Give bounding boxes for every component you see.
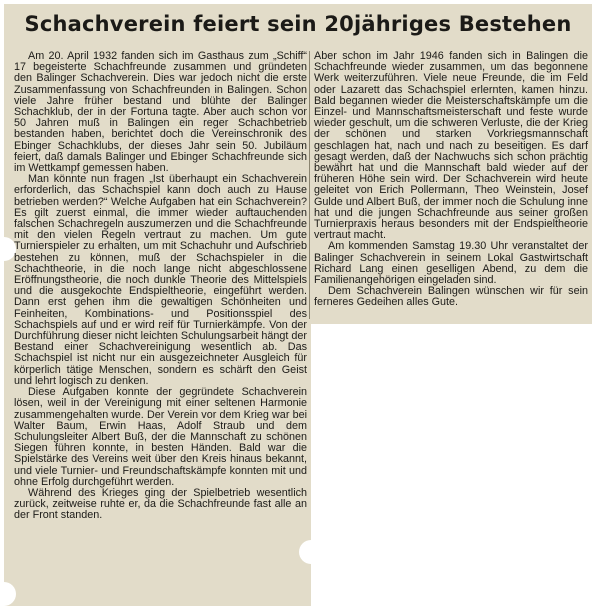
newspaper-clipping [4,4,592,606]
paragraph: Man könnte nun fragen „Ist überhaupt ein Schachverein erforderlich, das Schachspiel kann doch auch zu Hause betrieben werden?“ Welche Aufgaben hat ein Schachverein? Es gilt zuerst einmal, die immer wieder auftauchenden falschen Schachregeln auszumerzen und die Schachfreunde mit den vielen Regeln vertraut zu machen. Um gute Turnierspieler zu erhalten, um mit Schachuhr und Aufschrieb bestehen zu können, muß der Schachspieler in die Schachtheorie, in die noch lange nicht abgeschlossene Eröffnungstheorie, die noch dunkle Theorie des Mittelspiels und die ausgekochte Endspieltheorie, eingeführt werden. Dann erst gehen ihm die gewaltigen Schönheiten und Feinheiten, Kombinations- und Positionsspiel des Schachspiels auf und er wird reif für Turnierkämpfe. Von der Durchführung dieser nicht leichten Schulungsarbeit hängt der Bestand einer Schachvereinigung wesentlich ab. Das Schachspiel ist nicht nur ein ausgezeichneter Ausgleich für körperlich tätige Menschen, sondern es schärft den Geist und lehrt logisch zu denken. [14,173,307,387]
article-headline: Schachverein feiert sein 20jähriges Bestehen [24,12,572,36]
paragraph: Aber schon im Jahr 1946 fanden sich in Balingen die Schachfreunde wieder zusammen, um das begonnene Werk weiterzuführen. Viele neue Freunde, die im Feld oder Lazarett das Schachspiel erlernten, kamen hinzu. Bald begannen wieder die Meisterschaftskämpfe um die Einzel- und Mannschaftsmeisterschaft und feste wurde wieder geschult, um die schweren Verluste, die der Krieg der schönen und starken Vorkriegsmannschaft geschlagen hat, nach und nach zu beseitigen. Es darf gesagt werden, daß der Nachwuchs sich schon prächtig bewährt hat und die Mannschaft bald wieder auf der früheren Höhe sein wird. Der Schachverein wird heute geleitet von Erich Pollermann, Theo Weinstein, Josef Gulde und Albert Buß, der immer noch die Schulung inne hat und die jungen Schachfreunde aus seiner großen Turnierpraxis heraus besonders mit der Endspieltheorie vertraut macht. [314,50,588,242]
punch-hole [299,540,323,564]
column-divider [309,51,310,319]
article-left-column [14,51,307,522]
paragraph: Dem Schachverein Balingen wünschen wir für sein ferneres Gedeihen alles Gute. [314,285,588,309]
article-right-column [314,51,588,309]
punch-hole [0,582,16,606]
paragraph: Während des Krieges ging der Spielbetrieb wesentlich zurück, zeitweise ruhte er, da die Schachfreunde fast alle an der Front standen. [14,486,307,522]
paragraph: Diese Aufgaben konnte der gegründete Schachverein lösen, weil in der Vereinigung mit einer seltenen Harmonie zusammengehalten wurde. Der Verein vor dem Krieg war bei Walter Baum, Erwin Haas, Adolf Straub und dem Schulungsleiter Albert Buß, der die Mannschaft zu schönen Siegen führen konnte, in besten Händen. Bald war die Spielstärke des Vereins weit über den Kreis hinaus bekannt, und viele Turnier- und Freundschaftskämpfe konnten mit und ohne Erfolg durchgeführt werden. [14,386,307,488]
cut-away-area [311,324,592,606]
paragraph: Am kommenden Samstag 19.30 Uhr veranstaltet der Balinger Schachverein in seinem Lokal Gastwirtschaft Richard Lang einen geselligen Abend, zu dem die Familienangehörigen eingeladen sind. [314,240,588,287]
paragraph: Am 20. April 1932 fanden sich im Gasthaus zum „Schiff“ 17 begeisterte Schachfreunde zusammen und gründeten den Balinger Schachverein. Dies war jedoch nicht die erste Zusammenfassung von Schachfreunden in Balingen. Schon viele Jahre früher bestand und blühte der Balinger Schachklub, der in der Fortuna tagte. Aber auch schon vor 50 Jahren muß in Balingen ein reger Schachbetrieb bestanden haben, berichtet doch die Vereinschronik des Ebinger Schachklubs, der dieses Jahr sein 50. Jubiläum feiert, daß damals Balinger und Ebinger Schachfreunde sich im Wettkampf gemessen haben. [14,50,307,175]
